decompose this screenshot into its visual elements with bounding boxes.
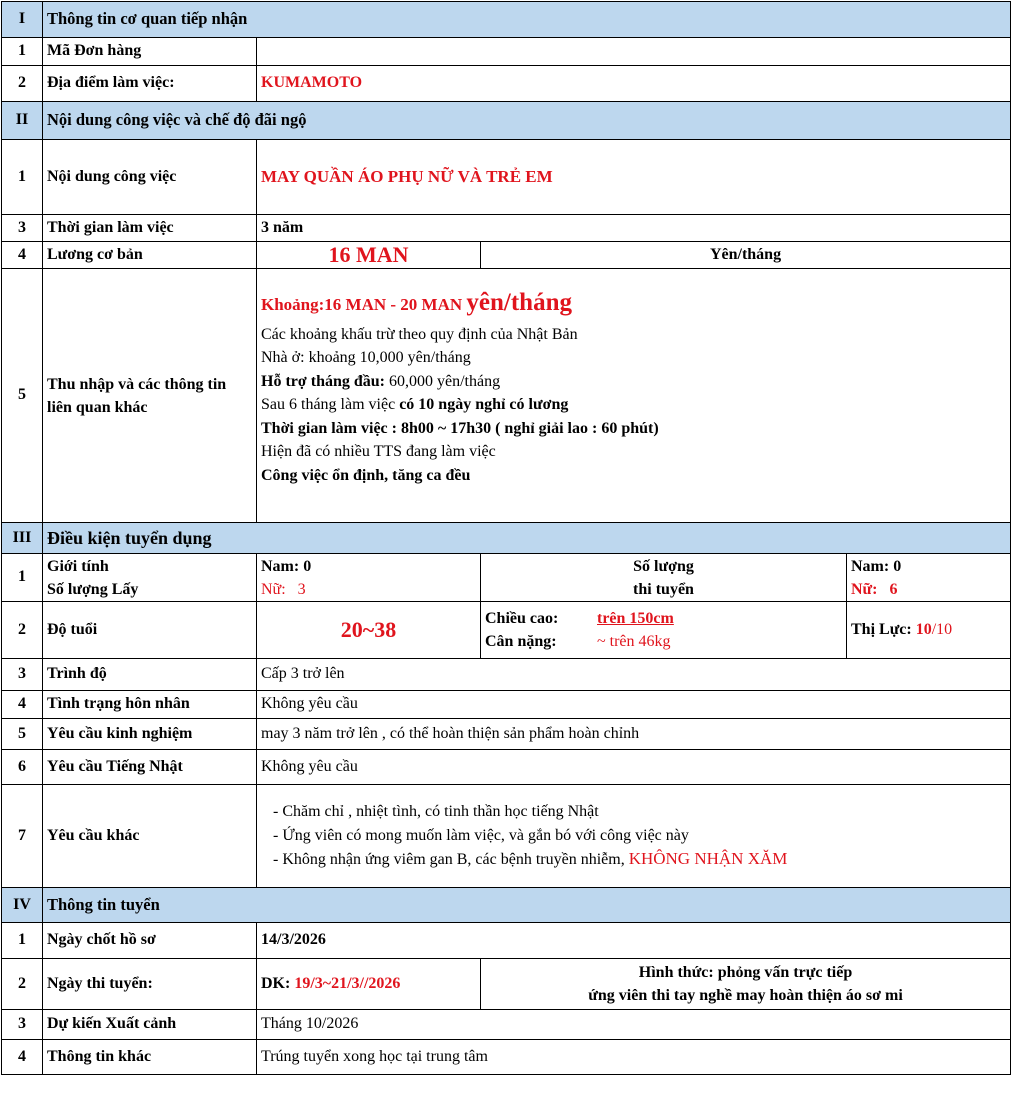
height <box>485 607 842 630</box>
exam-form-line1: Hình thức: phỏng vấn trực tiếp <box>638 964 853 981</box>
row-number: 4 <box>2 1040 43 1075</box>
female-label: Nữ: <box>261 580 286 598</box>
row-label: Địa điểm làm việc: <box>43 66 257 102</box>
row-value: Trúng tuyển xong học tại trung tâm <box>257 1040 1011 1075</box>
row-value: Tháng 10/2026 <box>257 1010 1011 1040</box>
leave-bold: có 10 ngày nghỉ có lương <box>399 396 569 414</box>
male-quota: Nam: 0 <box>261 557 312 575</box>
income-hours: Thời gian làm việc : 8h00 ~ 17h30 ( nghỉ giải lao : 60 phút) <box>261 419 659 437</box>
income-support <box>261 370 1006 394</box>
row-deadline <box>2 923 1011 959</box>
row-gender <box>2 554 1011 602</box>
support-label: Hỗ trợ tháng đầu: <box>261 372 385 390</box>
age-value: 20~38 <box>257 602 481 659</box>
weight <box>485 630 842 653</box>
row-value: 3 năm <box>257 215 1011 242</box>
income-deductions: Các khoảng khấu trừ theo quy định của Nhật Bản <box>261 325 578 343</box>
quota-label: Số lượng Lấy <box>47 580 139 598</box>
section-header-1 <box>2 2 1011 38</box>
income-housing: Nhà ở: khoảng 10,000 yên/tháng <box>261 349 471 367</box>
recruitment-table <box>1 1 1011 1075</box>
row-label: Tình trạng hôn nhân <box>43 691 257 719</box>
requirement-1: - Chăm chỉ , nhiệt tình, có tinh thần học tiếng Nhật <box>273 803 599 821</box>
exam-label-line1: Số lượng <box>633 557 694 575</box>
row-value: Không yêu cầu <box>257 750 1011 785</box>
height-value: trên 150cm <box>597 610 674 627</box>
row-other-requirements <box>2 785 1011 888</box>
row-label: Lương cơ bản <box>43 242 257 269</box>
requirement-2: - Ứng viên có mong muốn làm việc, và gắn bó với công việc này <box>273 826 689 844</box>
section-title: Thông tin tuyển <box>43 888 1011 923</box>
exam-date <box>257 959 481 1010</box>
weight-value: ~ trên 46kg <box>597 633 671 650</box>
salary-value: 16 MAN <box>257 242 481 269</box>
row-label: Ngày chốt hồ sơ <box>43 923 257 959</box>
exam-label-line2: thi tuyển <box>633 580 694 598</box>
row-label: Yêu cầu khác <box>43 785 257 888</box>
section-title: Điều kiện tuyển dụng <box>43 523 1011 554</box>
exam-female-value: 6 <box>889 580 898 598</box>
height-weight <box>481 602 847 659</box>
exam-date-value: 19/3~21/3//2026 <box>294 974 401 992</box>
row-value: Cấp 3 trở lên <box>257 659 1011 691</box>
row-label: Nội dung công việc <box>43 140 257 215</box>
row-label: Thu nhập và các thông tin liên quan khác <box>43 269 257 523</box>
leave-prefix: Sau 6 tháng làm việc <box>261 396 400 414</box>
section-number: III <box>2 523 43 554</box>
income-leave <box>261 393 1006 417</box>
row-number: 1 <box>2 554 43 602</box>
no-tattoo: KHÔNG NHẬN XĂM <box>628 849 788 869</box>
row-number: 4 <box>2 242 43 269</box>
section-number: II <box>2 102 43 140</box>
row-number: 7 <box>2 785 43 888</box>
section-title: Thông tin cơ quan tiếp nhận <box>43 2 1011 38</box>
row-location <box>2 66 1011 102</box>
row-value: may 3 năm trở lên , có thể hoàn thiện sản phẩm hoàn chỉnh <box>257 719 1011 750</box>
other-requirements <box>257 785 1011 888</box>
vision <box>847 602 1011 659</box>
row-label: Yêu cầu Tiếng Nhật <box>43 750 257 785</box>
row-label: Trình độ <box>43 659 257 691</box>
row-salary <box>2 242 1011 269</box>
row-exam-date <box>2 959 1011 1010</box>
row-number: 5 <box>2 269 43 523</box>
section-title: Nội dung công việc và chế độ đãi ngộ <box>43 102 1011 140</box>
row-income <box>2 269 1011 523</box>
row-value: KUMAMOTO <box>257 66 1011 102</box>
requirement-3-text: - Không nhận ứng viêm gan B, các bệnh truyền nhiễm, <box>273 851 629 869</box>
row-number: 2 <box>2 602 43 659</box>
row-label: Thông tin khác <box>43 1040 257 1075</box>
income-current: Hiện đã có nhiều TTS đang làm việc <box>261 443 496 461</box>
row-number: 1 <box>2 140 43 215</box>
section-header-3 <box>2 523 1011 554</box>
row-label <box>43 554 257 602</box>
row-education <box>2 659 1011 691</box>
row-duration <box>2 215 1011 242</box>
row-number: 2 <box>2 66 43 102</box>
row-number: 6 <box>2 750 43 785</box>
row-label: Ngày thi tuyển: <box>43 959 257 1010</box>
requirement-3 <box>273 847 1006 872</box>
income-stable: Công việc ổn định, tăng ca đều <box>261 466 471 484</box>
row-number: 2 <box>2 959 43 1010</box>
female-value: 3 <box>297 580 306 598</box>
row-departure <box>2 1010 1011 1040</box>
vision-label: Thị Lực: <box>851 620 916 638</box>
row-number: 1 <box>2 38 43 66</box>
exam-date-prefix: DK: <box>261 974 295 992</box>
row-number: 4 <box>2 691 43 719</box>
female-quota <box>261 578 476 601</box>
row-label: Độ tuổi <box>43 602 257 659</box>
row-other-info <box>2 1040 1011 1075</box>
row-label: Thời gian làm việc <box>43 215 257 242</box>
gender-quota <box>257 554 481 602</box>
gender-label: Giới tính <box>47 557 109 575</box>
income-range <box>261 286 1006 323</box>
income-details <box>257 269 1011 523</box>
row-japanese <box>2 750 1011 785</box>
row-experience <box>2 719 1011 750</box>
exam-male: Nam: 0 <box>851 557 902 575</box>
exam-female-label: Nữ: <box>851 580 878 598</box>
row-label: Dự kiến Xuất cảnh <box>43 1010 257 1040</box>
row-value: MAY QUẦN ÁO PHỤ NỮ VÀ TRẺ EM <box>257 140 1011 215</box>
income-range-unit: yên/tháng <box>466 288 572 316</box>
support-value: 60,000 yên/tháng <box>384 372 501 390</box>
row-number: 3 <box>2 659 43 691</box>
exam-quota-label <box>481 554 847 602</box>
row-number: 5 <box>2 719 43 750</box>
row-marital <box>2 691 1011 719</box>
row-value: Không yêu cầu <box>257 691 1011 719</box>
section-number: IV <box>2 888 43 923</box>
section-header-4 <box>2 888 1011 923</box>
exam-female <box>851 578 1006 601</box>
height-label: Chiều cao: <box>485 610 559 627</box>
income-range-text: Khoảng:16 MAN - 20 MAN <box>261 294 467 314</box>
exam-form <box>481 959 1011 1010</box>
row-value <box>257 38 1011 66</box>
row-label: Yêu cầu kinh nghiệm <box>43 719 257 750</box>
vision-suffix: /10 <box>931 620 953 638</box>
section-number: I <box>2 2 43 38</box>
salary-unit: Yên/tháng <box>481 242 1011 269</box>
weight-label: Cân nặng: <box>485 633 557 650</box>
row-number: 3 <box>2 1010 43 1040</box>
row-label: Mã Đơn hàng <box>43 38 257 66</box>
row-value: 14/3/2026 <box>257 923 1011 959</box>
row-number: 3 <box>2 215 43 242</box>
row-number: 1 <box>2 923 43 959</box>
row-order-code <box>2 38 1011 66</box>
section-header-2 <box>2 102 1011 140</box>
vision-value: 10 <box>915 620 932 638</box>
exam-quota <box>847 554 1011 602</box>
exam-form-line2: ứng viên thi tay nghề may hoàn thiện áo sơ mi <box>588 987 903 1004</box>
row-age <box>2 602 1011 659</box>
row-job-content <box>2 140 1011 215</box>
